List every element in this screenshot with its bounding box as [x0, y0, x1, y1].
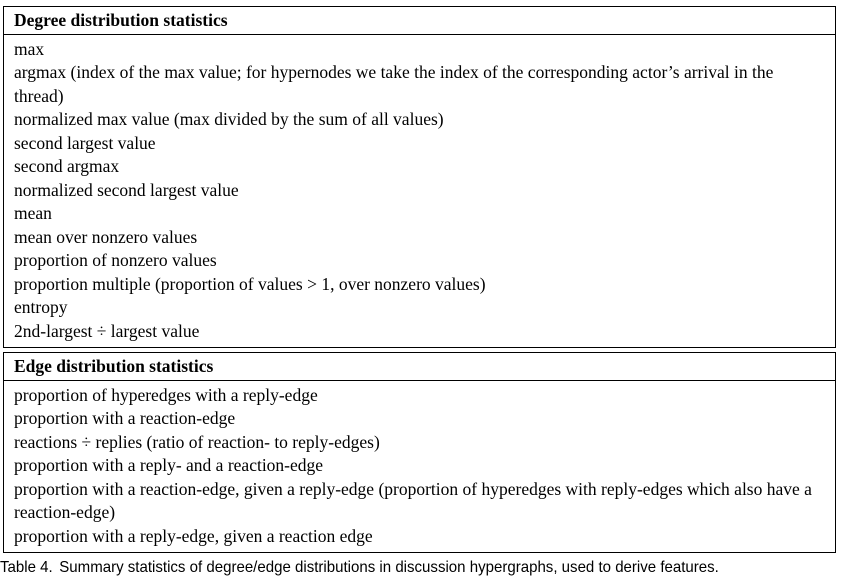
table-caption-text: Summary statistics of degree/edge distributions in discussion hypergraphs, used to derive features. — [59, 559, 719, 576]
table-row: 2nd-largest ÷ largest value — [14, 320, 200, 341]
table-row: proportion of nonzero values — [14, 250, 217, 270]
table-row: proportion of hyperedges with a reply-edge — [14, 384, 318, 405]
table-caption-label: Table 4. — [0, 559, 53, 576]
table-row: second argmax — [14, 156, 120, 176]
table-caption — [0, 557, 795, 578]
table-row: argmax (index of the max value; for hypernodes we take the index of the corresponding actor’s arrival in the thread) — [14, 62, 774, 106]
table-row: second largest value — [14, 132, 156, 153]
degree-table-body — [4, 35, 835, 348]
edge-distribution-table — [3, 352, 836, 553]
table-row: proportion with a reaction-edge, given a reply-edge (proportion of hyperedges with reply-edges which also have a reaction-edge) — [14, 478, 812, 522]
table-row: proportion with a reply- and a reaction-edge — [14, 455, 324, 475]
edge-table-header: Edge distribution statistics — [4, 353, 835, 381]
table-row: reactions ÷ replies (ratio of reaction- to reply-edges) — [14, 431, 380, 452]
table-row: mean over nonzero values — [14, 226, 198, 247]
table-row: proportion with a reply-edge, given a reaction edge — [14, 525, 373, 546]
degree-table-header: Degree distribution statistics — [4, 7, 835, 35]
table-row: mean — [14, 203, 52, 223]
table-row: normalized second largest value — [14, 179, 239, 200]
edge-table-body — [4, 381, 835, 553]
table-row: entropy — [14, 297, 68, 317]
degree-distribution-table — [3, 6, 836, 348]
table-row: proportion multiple (proportion of values > 1, over nonzero values) — [14, 273, 486, 294]
table-row: max — [14, 38, 45, 59]
table-row: proportion with a reaction-edge — [14, 408, 236, 428]
table-row: normalized max value (max divided by the sum of all values) — [14, 109, 444, 129]
